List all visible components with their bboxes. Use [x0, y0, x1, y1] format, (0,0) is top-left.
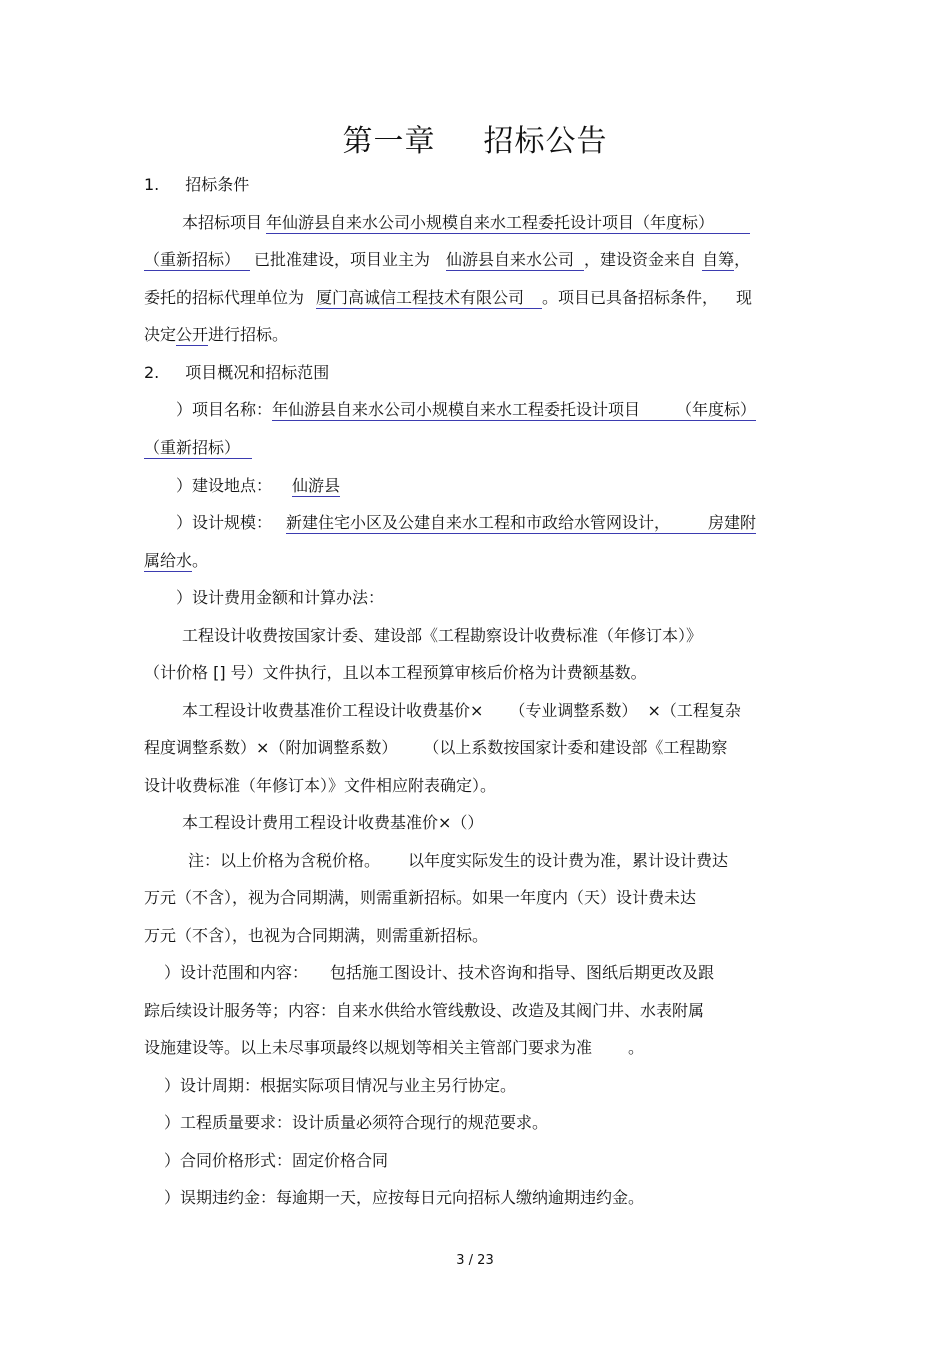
s1-line-4: 决定公开进行招标。: [144, 325, 289, 344]
note-text-2: 万元（不含），视为合同期满，则需重新招标。如果一年度内（天）设计费未达: [144, 888, 697, 907]
fee-label: ）设计费用金额和计算办法：: [176, 588, 385, 607]
agency-field: 厦门高诚信工程技术有限公司: [316, 288, 542, 309]
fee-text-3: 本工程设计收费基准价工程设计收费基价× （专业调整系数） ×（工程复杂: [182, 701, 741, 720]
page-number: 3 / 23: [456, 1253, 494, 1268]
section-2-heading: 2. 项目概况和招标范围: [144, 363, 330, 382]
chapter-label: 第一章: [342, 124, 436, 159]
project-name-line: ）项目名称：年仙游县自来水公司小规模自来水工程委托设计项目 （年度标）: [176, 400, 757, 419]
range-text-1: ）设计范围和内容： 包括施工图设计、技术咨询和指导、图纸后期更改及跟: [164, 963, 715, 982]
quality-line: ）工程质量要求：设计质量必须符合现行的规范要求。: [164, 1113, 549, 1132]
owner-field: 仙游县自来水公司: [446, 250, 584, 271]
location-field: 仙游县: [292, 476, 341, 495]
note-text-3: 万元（不含），也视为合同期满，则需重新招标。: [144, 926, 489, 945]
location-line: ）建设地点： 仙游县: [176, 476, 341, 495]
project-name-line-2: （重新招标）: [144, 437, 808, 459]
fee-text-1: 工程设计收费按国家计委、建设部《工程勘察设计收费标准（年修订本）》: [182, 626, 703, 645]
s1-line-3: 委托的招标代理单位为 厦门高诚信工程技术有限公司 。项目已具备招标条件， 现: [144, 288, 753, 307]
rebid-field: （重新招标）: [144, 250, 250, 271]
fee-text-2: （计价格 [] 号）文件执行，且以本工程预算审核后价格为计费额基数。: [144, 663, 647, 682]
period-line: ）设计周期：根据实际项目情况与业主另行协定。: [164, 1076, 517, 1095]
project-name-field: 年仙游县自来水公司小规模自来水工程委托设计项目（年度标）: [266, 213, 750, 234]
scale-line: ）设计规模： 新建住宅小区及公建自来水工程和市政给水管网设计， 房建附: [176, 513, 757, 532]
s1-line-2: （重新招标） 已批准建设，项目业主为 仙游县自来水公司 ，建设资金来自 自筹，: [144, 250, 751, 269]
fee-text-4: 程度调整系数）×（附加调整系数） （以上系数按国家计委和建设部《工程勘察: [144, 738, 728, 757]
range-text-3: 设施建设等。以上未尽事项最终以规划等相关主管部门要求为准 。: [144, 1038, 645, 1057]
s1-line-1: 本招标项目 年仙游县自来水公司小规模自来水工程委托设计项目（年度标）: [182, 212, 846, 234]
scale-line-2: 属给水。: [144, 551, 209, 570]
section-1-heading: 1. 招标条件: [144, 175, 250, 194]
page-title: [0, 122, 950, 162]
contract-line: ）合同价格形式：固定价格合同: [164, 1151, 389, 1170]
note-text-1: 注：以上价格为含税价格。 以年度实际发生的设计费为准，累计设计费达: [188, 851, 729, 870]
scale-field: 新建住宅小区及公建自来水工程和市政给水管网设计，: [286, 513, 708, 534]
fee-text-5: 设计收费标准（年修订本）》文件相应附表确定）。: [144, 776, 497, 795]
range-text-2: 踪后续设计服务等；内容：自来水供给水管线敷设、改造及其阀门井、水表附属: [144, 1001, 705, 1020]
fund-source-field: 自筹: [702, 250, 735, 269]
fee-text-6: 本工程设计费用工程设计收费基准价×（）: [182, 813, 484, 832]
penalty-line: ）误期违约金：每逾期一天，应按每日元向招标人缴纳逾期违约金。: [164, 1188, 645, 1207]
chapter-title: 招标公告: [483, 124, 608, 159]
bid-method-field: 公开: [176, 325, 209, 344]
